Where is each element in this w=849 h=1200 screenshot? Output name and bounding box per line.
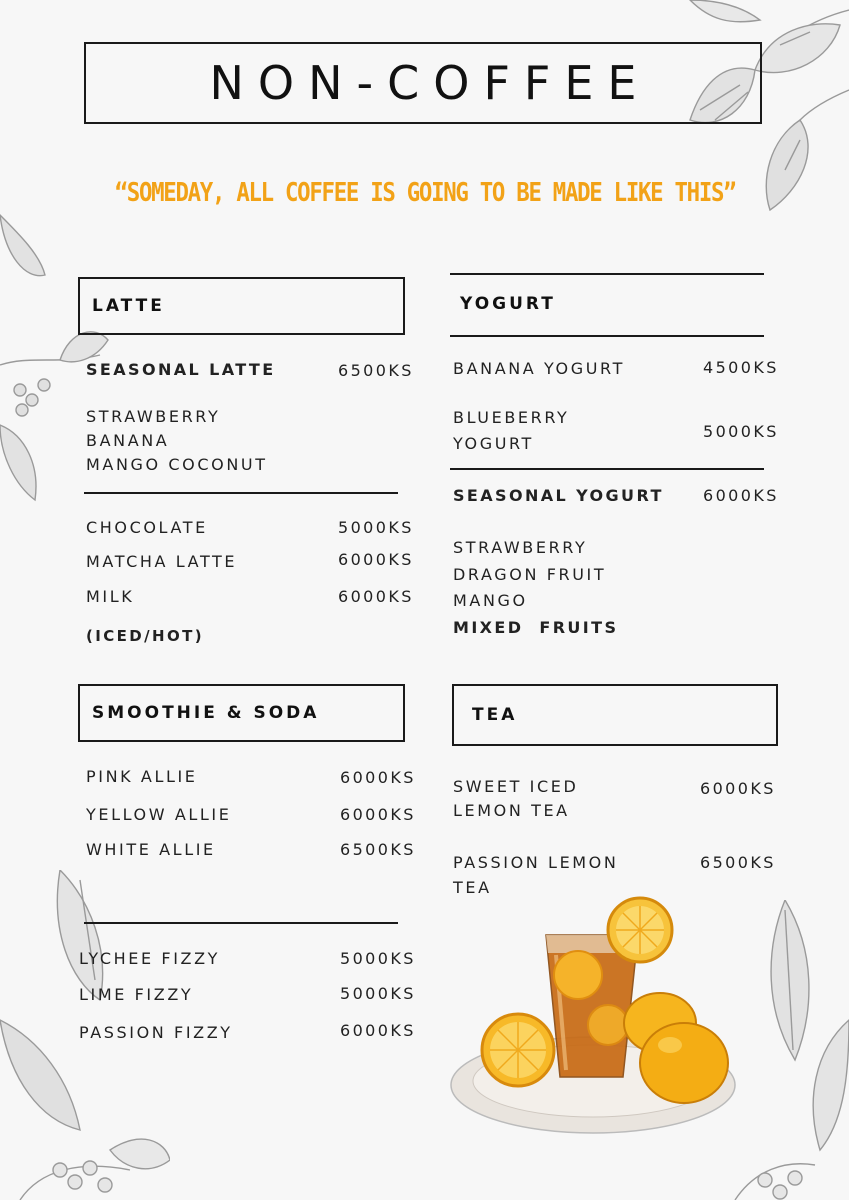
yogurt-header-top-rule	[450, 273, 764, 275]
tagline: “SOMEDAY, ALL COFFEE IS GOING TO BE MADE LIKE THIS”	[114, 178, 736, 208]
fizzy-item-name: LYCHEE FIZZY	[79, 949, 221, 968]
latte-note: (ICED/HOT)	[86, 627, 205, 645]
smoothie-header: SMOOTHIE & SODA	[92, 703, 320, 723]
yogurt-header: YOGURT	[460, 294, 556, 314]
fizzy-item-price: 5000KS	[340, 949, 416, 968]
latte-item-price: 6000KS	[338, 550, 414, 569]
fizzy-item-name: LIME FIZZY	[79, 985, 194, 1004]
tea-item-price: 6500KS	[700, 853, 776, 872]
latte-item-name: MILK	[86, 587, 135, 606]
tea-item-price: 6000KS	[700, 779, 776, 798]
latte-flavor: BANANA	[86, 431, 170, 450]
tea-item-name: TEA	[453, 878, 492, 897]
smoothie-header-box	[78, 684, 405, 742]
fizzy-item-name: PASSION FIZZY	[79, 1023, 233, 1042]
smoothie-item-price: 6500KS	[340, 840, 416, 859]
yogurt-mixed-fruits: MIXED FRUITS	[453, 618, 619, 637]
smoothie-item-name: YELLOW ALLIE	[86, 805, 232, 824]
yogurt-item-name: YOGURT	[453, 434, 534, 453]
latte-divider	[84, 492, 398, 494]
yogurt-header-bottom-rule	[450, 335, 764, 337]
latte-header-box	[78, 277, 405, 335]
smoothie-item-price: 6000KS	[340, 768, 416, 787]
tea-item-name: SWEET ICED	[453, 777, 579, 796]
latte-flavor: MANGO COCONUT	[86, 455, 268, 474]
yogurt-divider	[450, 468, 764, 470]
seasonal-latte-name: SEASONAL LATTE	[86, 360, 276, 379]
tea-item-name: LEMON TEA	[453, 801, 570, 820]
seasonal-yogurt-name: SEASONAL YOGURT	[453, 486, 664, 505]
fizzy-item-price: 6000KS	[340, 1021, 416, 1040]
tea-header-box	[452, 684, 778, 746]
yogurt-item-price: 5000KS	[703, 422, 779, 441]
latte-header: LATTE	[92, 296, 165, 316]
tea-header: TEA	[472, 705, 518, 725]
seasonal-yogurt-price: 6000KS	[703, 486, 779, 505]
tea-item-name: PASSION LEMON	[453, 853, 619, 872]
page-title: NON-COFFEE	[209, 56, 651, 110]
yogurt-item-name: BLUEBERRY	[453, 408, 570, 427]
yogurt-flavor: DRAGON FRUIT	[453, 565, 607, 584]
latte-item-name: CHOCOLATE	[86, 518, 208, 537]
latte-item-price: 6000KS	[338, 587, 414, 606]
smoothie-divider	[84, 922, 398, 924]
title-box	[84, 42, 762, 124]
yogurt-flavor: MANGO	[453, 591, 528, 610]
smoothie-item-price: 6000KS	[340, 805, 416, 824]
smoothie-item-name: WHITE ALLIE	[86, 840, 216, 859]
yogurt-item-price: 4500KS	[703, 358, 779, 377]
latte-flavor: STRAWBERRY	[86, 407, 221, 426]
smoothie-item-name: PINK ALLIE	[86, 767, 198, 786]
seasonal-latte-price: 6500KS	[338, 361, 414, 380]
yogurt-item-name: BANANA YOGURT	[453, 359, 625, 378]
yogurt-flavor: STRAWBERRY	[453, 538, 588, 557]
latte-item-price: 5000KS	[338, 518, 414, 537]
latte-item-name: MATCHA LATTE	[86, 552, 238, 571]
fizzy-item-price: 5000KS	[340, 984, 416, 1003]
iced-lemon-tea-illustration-icon	[448, 895, 748, 1145]
